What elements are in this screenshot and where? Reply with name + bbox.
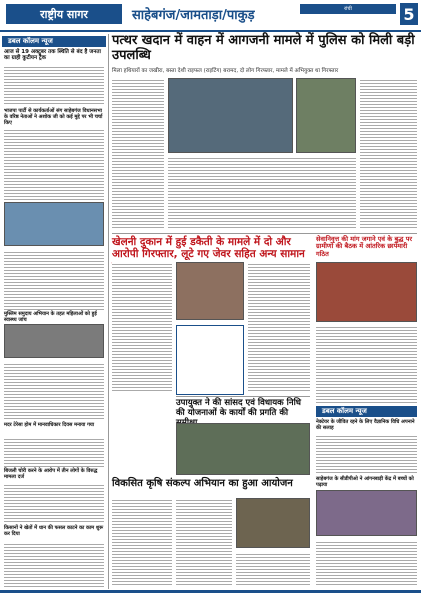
left-headline-5: बिजली चोरी करने के आरोप में तीन लोगों के विरुद्ध मामला दर्ज [4, 468, 98, 480]
agri-photo [236, 498, 310, 548]
left-photo-2 [4, 324, 104, 358]
brand-logo: राष्ट्रीय सागर [6, 4, 122, 24]
date-subline [300, 15, 396, 23]
main-article-col-4 [360, 78, 417, 228]
date-bar: रांची [300, 4, 396, 14]
left-article-4-text [4, 362, 104, 420]
main-photo-weapons [296, 78, 356, 153]
right-article-3-text [316, 540, 417, 586]
left-article-2-text [4, 128, 104, 200]
main-photo-police [168, 78, 293, 153]
left-headline-4: मदर टेरेसा होम में मानवाधिकार दिवस मनाया गया [4, 422, 95, 428]
footer-bar [0, 590, 421, 593]
review-photo [176, 423, 310, 475]
robbery-text-col-3 [248, 262, 310, 392]
left-headline-1: आज से 19 अक्टूबर तक स्थिति से बंद है जनता का ग्राही कुटीयन ट्रैक [4, 49, 101, 62]
main-headline: पत्थर खदान में वाहन में आगजनी मामले में पुलिस को मिली बड़ी उपलब्धि [112, 33, 415, 63]
left-article-3-text [4, 250, 104, 310]
section-banner-left: डबल कॉलम न्यूज [2, 36, 106, 47]
section-banner-right: डबल कॉलम न्यूज [316, 406, 417, 417]
right-photo-2 [316, 490, 417, 536]
left-headline-3: मुस्लिम समुदाय अभियान के तहत महिलाओं को हुई स्वास्थ्य जांच [4, 311, 97, 323]
districts-title: साहेबगंज/जामताड़ा/पाकुड़ [132, 8, 255, 23]
main-subhead: मिला हथियारों का जखीरा, बस्ता देशी राइफल (राइटिंग) बरामद, दो लोग गिरफ्तार, मामले में अभियुक्त था गिरफ्तार [112, 68, 339, 74]
right-article-text [316, 325, 417, 403]
right-headline-3: साहेबगंज के सीडीपीओ ने आंगनबाड़ी केंद्र में बच्चों को पढ़ाया [316, 476, 414, 488]
robbery-text-col-1 [112, 262, 172, 392]
divider-1 [112, 233, 417, 234]
right-headline-2: नेक्टेयर के जीवित रहने के लिए वैज्ञानिक विधि अपनाने की सलाह [316, 419, 415, 431]
left-article-1-text [4, 65, 104, 105]
column-divider-left [108, 34, 109, 589]
main-article-cont [168, 156, 356, 228]
left-article-7-text [4, 542, 104, 587]
headline-robbery: खेलनी दुकान में हुई डकैती के मामले में दो और आरोपी गिरफ्तार, लूटे गए जेवर सहित अन्य सामान [112, 236, 305, 261]
inset-box [176, 325, 244, 395]
left-photo-1 [4, 202, 104, 246]
left-headline-2: भाजपा पार्टी से कार्यकर्ताओं संग साहेबगंज विधानसभा के वरिष्ठ नेताओं ने अशोक जी को कई मुद्दे पर भी चर्चा किए [4, 108, 103, 126]
agri-text-col-3 [236, 552, 310, 586]
headline-agri: विकसित कृषि संकल्प अभियान का हुआ आयोजन [112, 478, 293, 489]
left-article-5-text [4, 437, 104, 467]
divider-2 [176, 396, 310, 397]
right-photo-meeting [316, 262, 417, 322]
agri-text-col-2 [176, 498, 232, 586]
left-headline-6: किसानों ने खेतों में धान की फसल काटने का काम शुरू कर दिया [4, 525, 104, 537]
robbery-photo [176, 262, 244, 320]
headline-review: उपायुक्त ने की सांसद एवं विधायक निधि की योजनाओं के कार्यों की प्रगति की [176, 398, 302, 418]
right-headline: सेवानिवृत्त की मांग जगाने एवं के बुद्ध पर ग्रामीणों की बैठक में आंतरिक छापेमारी गठित [316, 235, 413, 258]
main-article-col-1 [112, 78, 164, 228]
right-article-2-text [316, 434, 417, 474]
left-article-6-text [4, 483, 104, 523]
page-number: 5 [400, 3, 418, 25]
agri-text-col-1 [112, 498, 172, 586]
